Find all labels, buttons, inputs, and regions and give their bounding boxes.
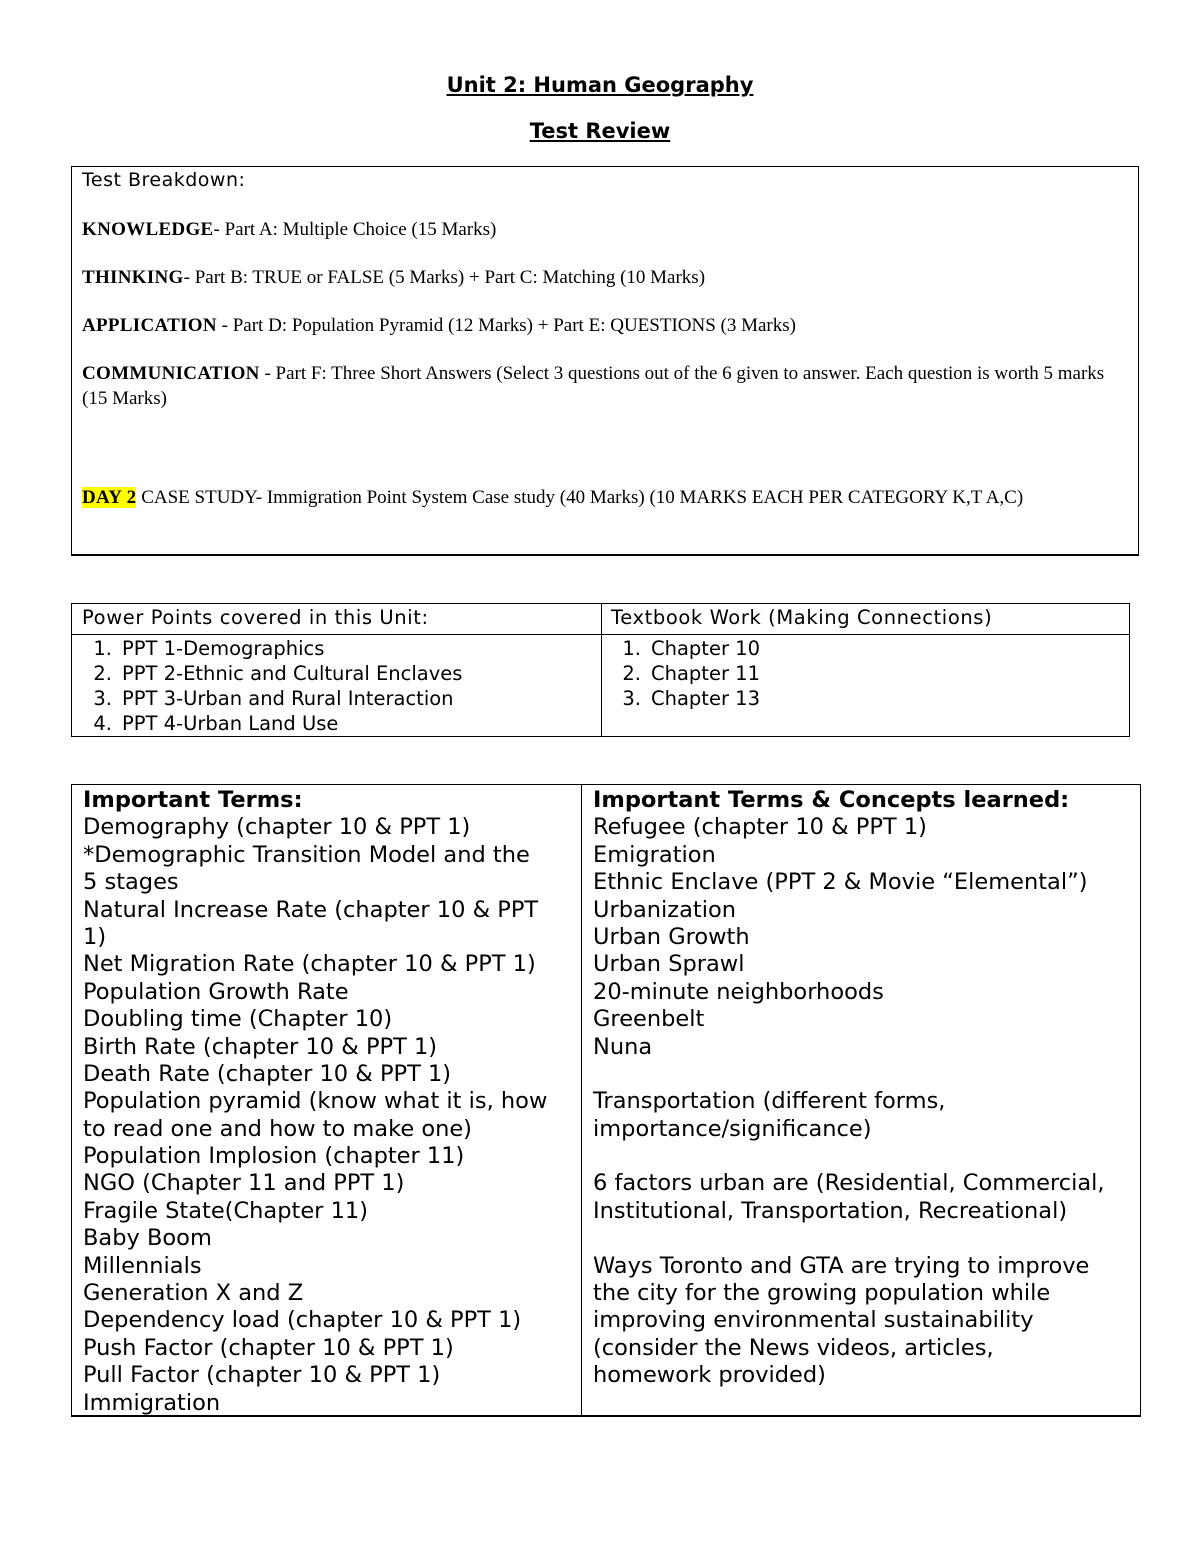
communication-line xyxy=(82,361,1116,411)
concept-line: Refugee (chapter 10 & PPT 1) xyxy=(593,814,927,841)
terms-column-divider xyxy=(581,785,582,1415)
term-line: Push Factor (chapter 10 & PPT 1) xyxy=(83,1334,454,1361)
unit-resources-table xyxy=(71,603,1130,737)
textbook-item-number: 2. xyxy=(622,662,641,685)
communication-text: - Part F: Three Short Answers (Select 3 questions out of the 6 given to answer. Each question is worth 5 marks (15 Marks) xyxy=(82,363,1105,409)
term-line: 5 stages xyxy=(83,869,179,896)
ppt-item xyxy=(82,711,462,736)
concept-line: Urban Sprawl xyxy=(593,951,745,978)
term-line: *Demographic Transition Model and the xyxy=(83,841,530,868)
term-line: Millennials xyxy=(83,1252,202,1279)
term-line: Natural Increase Rate (chapter 10 & PPT xyxy=(83,896,539,923)
ppt-item xyxy=(82,661,462,686)
term-line: Dependency load (chapter 10 & PPT 1) xyxy=(83,1307,522,1334)
term-line: Population Growth Rate xyxy=(83,978,349,1005)
knowledge-text: - Part A: Multiple Choice (15 Marks) xyxy=(213,219,497,240)
term-line: Baby Boom xyxy=(83,1225,212,1252)
term-line: 1) xyxy=(83,923,107,950)
term-line: Net Migration Rate (chapter 10 & PPT 1) xyxy=(83,951,536,978)
term-line: Death Rate (chapter 10 & PPT 1) xyxy=(83,1060,452,1087)
concept-line: importance/significance) xyxy=(593,1115,872,1142)
column-divider xyxy=(601,604,602,736)
application-text: - Part D: Population Pyramid (12 Marks) + Part E: QUESTIONS (3 Marks) xyxy=(216,315,796,336)
concepts-learned-heading: Important Terms & Concepts learned: xyxy=(593,787,1070,813)
textbook-item xyxy=(611,661,760,686)
test-breakdown-box xyxy=(71,166,1139,556)
term-line: to read one and how to make one) xyxy=(83,1115,472,1142)
ppt-item-number: 1. xyxy=(93,637,112,660)
term-line: Immigration xyxy=(83,1389,221,1416)
concept-line: Urban Growth xyxy=(593,923,750,950)
term-line: Fragile State(Chapter 11) xyxy=(83,1197,368,1224)
ppt-item-label: PPT 2-Ethnic and Cultural Enclaves xyxy=(122,662,463,685)
concept-line: Ethnic Enclave (PPT 2 & Movie “Elemental”) xyxy=(593,869,1088,896)
textbook-item-label: Chapter 10 xyxy=(651,637,760,660)
important-terms-heading: Important Terms: xyxy=(83,787,303,813)
term-line: NGO (Chapter 11 and PPT 1) xyxy=(83,1170,405,1197)
concept-line: Urbanization xyxy=(593,896,736,923)
ppt-heading: Power Points covered in this Unit: xyxy=(82,606,429,629)
concept-line: Ways Toronto and GTA are trying to improve xyxy=(593,1252,1090,1279)
textbook-item-number: 3. xyxy=(622,687,641,710)
important-terms-column xyxy=(83,787,547,1417)
thinking-line xyxy=(82,265,1116,290)
concept-line xyxy=(593,1225,1105,1252)
concept-line: Greenbelt xyxy=(593,1006,705,1033)
ppt-list xyxy=(82,636,462,736)
concept-line: Emigration xyxy=(593,841,716,868)
ppt-item xyxy=(82,636,462,661)
knowledge-line xyxy=(82,217,1116,242)
concept-line: Institutional, Transportation, Recreational) xyxy=(593,1197,1068,1224)
term-line: Population Implosion (chapter 11) xyxy=(83,1143,465,1170)
knowledge-label: KNOWLEDGE xyxy=(82,219,214,240)
communication-label: COMMUNICATION xyxy=(82,363,260,384)
textbook-item-label: Chapter 11 xyxy=(651,662,760,685)
day2-text: CASE STUDY- Immigration Point System Case study (40 Marks) (10 MARKS EACH PER CATEGORY K,T A,C) xyxy=(136,487,1024,508)
breakdown-heading: Test Breakdown: xyxy=(82,169,246,191)
textbook-item-label: Chapter 13 xyxy=(651,687,760,710)
thinking-label: THINKING xyxy=(82,267,184,288)
ppt-item-label: PPT 4-Urban Land Use xyxy=(122,712,339,735)
textbook-item xyxy=(611,636,760,661)
term-line: Population pyramid (know what it is, how xyxy=(83,1088,548,1115)
term-line: Generation X and Z xyxy=(83,1280,304,1307)
ppt-item-number: 4. xyxy=(93,712,112,735)
terms-table xyxy=(71,784,1141,1417)
concept-line: improving environmental sustainability xyxy=(593,1307,1034,1334)
textbook-heading: Textbook Work (Making Connections) xyxy=(611,606,993,629)
concept-line: 20-minute neighborhoods xyxy=(593,978,884,1005)
concept-line xyxy=(593,1061,1105,1088)
application-line xyxy=(82,313,1116,338)
concept-line: homework provided) xyxy=(593,1362,826,1389)
textbook-item xyxy=(611,686,760,711)
concept-line xyxy=(593,1143,1105,1170)
textbook-item-number: 1. xyxy=(622,637,641,660)
day2-line xyxy=(82,485,1116,510)
textbook-list xyxy=(611,636,760,711)
ppt-item-label: PPT 1-Demographics xyxy=(122,637,325,660)
term-line: Pull Factor (chapter 10 & PPT 1) xyxy=(83,1362,441,1389)
term-line: Doubling time (Chapter 10) xyxy=(83,1006,393,1033)
concept-line: the city for the growing population while xyxy=(593,1280,1051,1307)
concept-line: 6 factors urban are (Residential, Commercial, xyxy=(593,1170,1105,1197)
page-subtitle: Test Review xyxy=(529,119,671,143)
page-title: Unit 2: Human Geography xyxy=(446,73,754,97)
term-line: Demography (chapter 10 & PPT 1) xyxy=(83,814,471,841)
term-line: Birth Rate (chapter 10 & PPT 1) xyxy=(83,1033,438,1060)
concept-line: Nuna xyxy=(593,1033,653,1060)
ppt-item-number: 3. xyxy=(93,687,112,710)
concept-line: (consider the News videos, articles, xyxy=(593,1334,994,1361)
concept-line: Transportation (different forms, xyxy=(593,1088,946,1115)
day2-label: DAY 2 xyxy=(82,487,137,508)
concepts-learned-column xyxy=(593,787,1105,1390)
ppt-item-label: PPT 3-Urban and Rural Interaction xyxy=(122,687,454,710)
application-label: APPLICATION xyxy=(82,315,217,336)
ppt-item xyxy=(82,686,462,711)
ppt-item-number: 2. xyxy=(93,662,112,685)
thinking-text: - Part B: TRUE or FALSE (5 Marks) + Part C: Matching (10 Marks) xyxy=(183,267,706,288)
